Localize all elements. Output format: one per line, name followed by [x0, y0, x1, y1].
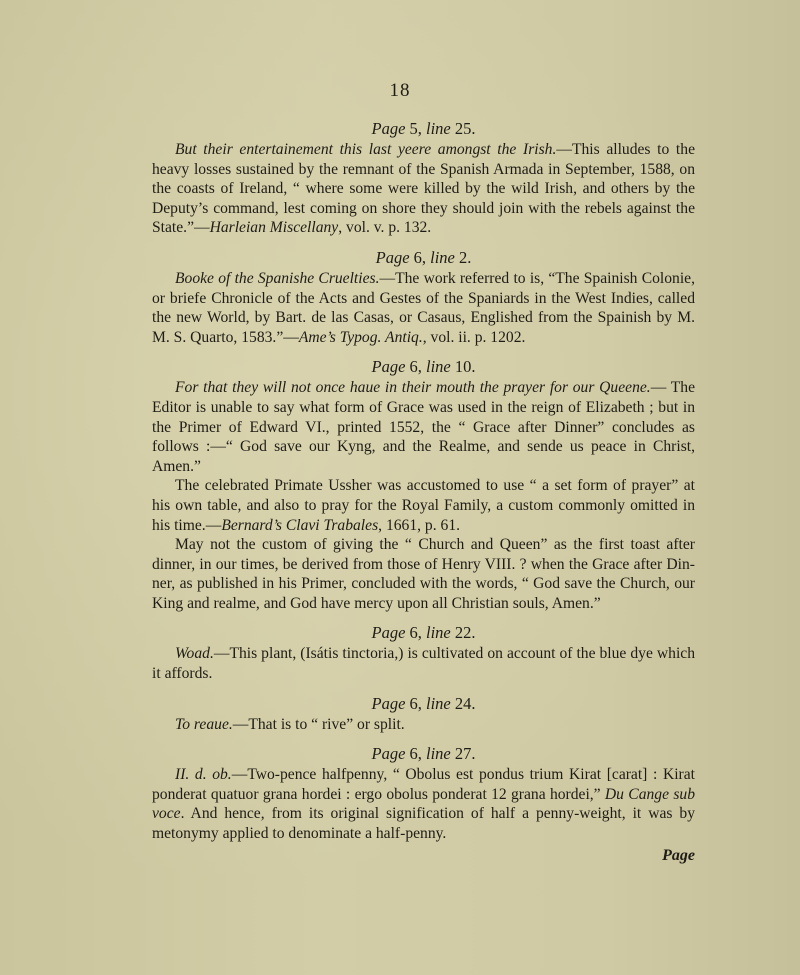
- heading-line-num: 24.: [454, 693, 476, 713]
- heading-page-label: Page: [371, 744, 406, 764]
- note-heading: Page 6, line 24.: [371, 693, 476, 713]
- lemma: To reaue.: [175, 715, 233, 733]
- note-heading: Page 6, line 22.: [371, 623, 476, 643]
- catchword: Page: [662, 846, 695, 864]
- heading-page-num: 6: [409, 357, 418, 377]
- note-page6-line10: [152, 356, 695, 613]
- note-text: —This plant, (Isátis tinctoria,) is cultivated on account of the blue dye which it affords.: [152, 645, 695, 683]
- heading-line-label: line: [426, 744, 451, 764]
- heading-page-label: Page: [371, 623, 406, 643]
- note-heading: Page 6, line 27.: [371, 744, 476, 764]
- notes-text-block: [152, 118, 695, 866]
- note-heading: Page 6, line 2.: [375, 247, 472, 267]
- heading-line-label: line: [426, 119, 451, 138]
- note-text: —Two-pence halfpenny, “ Obolus est pondus trium Kirat [carat] : Kirat ponderat quatuor grana hordei : ergo obolus ponderat 12 grana hordei,”: [152, 766, 695, 803]
- heading-line-label: line: [426, 623, 451, 643]
- note-paragraph: [152, 140, 695, 238]
- note-paragraph: [152, 378, 695, 476]
- lemma: For that they will not once haue in their mouth the prayer for our Queene.: [175, 379, 651, 397]
- heading-page-label: Page: [375, 247, 410, 267]
- note-text-continued: . And hence, from its original signification of half a penny-weight, it was by metonymy applied to denominate a half-penny.: [152, 805, 695, 843]
- note-paragraph: [152, 269, 695, 347]
- note-page6-line24: [152, 693, 695, 735]
- heading-line-num: 2.: [459, 247, 472, 267]
- heading-page-num: 6: [409, 623, 418, 643]
- note-page6-line27: [152, 743, 695, 843]
- note-text: — The Editor is unable to say what form of Grace was used in the reign of Elizabeth ; but in the Primer of Edward VI., printed 1552, the “ Grace after Dinner” concludes as follows :—“ God save our Kyng, and the Realme, and sende us peace in Christ, Amen.”: [152, 379, 695, 475]
- heading-line-num: 25.: [454, 119, 476, 138]
- source-citation: , vol. v. p. 132.: [338, 219, 432, 237]
- source-title: Bernard’s Clavi Trabales: [221, 516, 379, 534]
- note-text: —That is to “ rive” or split.: [232, 715, 405, 733]
- source-title: Ame’s Typog. Antiq.: [298, 328, 423, 346]
- source-title: Du Cange sub voce: [152, 785, 695, 823]
- note-text: May not the custom of giving the “ Church and Queen” as the first toast after dinner, in our times, be derived from those of Henry VIII. ? when the Grace after Dinner, as published in his Primer, concluded with the words, “ God save the Church, our King and realme, and God have mercy upon all Christian souls, Amen.”: [152, 536, 695, 612]
- lemma: But their entertainement this last yeere amongst the Irish.: [175, 141, 557, 158]
- note-heading: Page 6, line 10.: [371, 357, 476, 377]
- heading-page-label: Page: [371, 119, 406, 138]
- note-heading: Page 5, line 25.: [371, 119, 476, 138]
- heading-page-label: Page: [371, 693, 406, 713]
- note-text: The celebrated Primate Ussher was accustomed to use “ a set form of prayer” at his own table, and also to pray for the Royal Family, a custom commonly omitted in his time.—: [152, 477, 695, 534]
- note-page6-line22: [152, 622, 695, 683]
- heading-line-label: line: [430, 247, 455, 267]
- heading-page-num: 6: [409, 693, 418, 713]
- note-paragraph: [152, 715, 695, 735]
- page-number: 18: [389, 80, 411, 101]
- heading-line-label: line: [426, 357, 451, 377]
- source-citation: , 1661, p. 61.: [378, 516, 461, 534]
- heading-line-label: line: [426, 693, 451, 713]
- note-paragraph: [152, 765, 695, 843]
- note-text: —The work referred to is, “The Spainish Colonie, or briefe Chronicle of the Acts and Gestes of the Spaniards in the West Indies, called the new World, by Bart. de las Casas, or Casaus, Englished from the Spainish by M. M. S. Quarto, 1583.”—: [152, 269, 695, 346]
- note-paragraph: [152, 476, 695, 535]
- heading-line-num: 27.: [454, 744, 476, 764]
- heading-line-num: 22.: [454, 623, 476, 643]
- note-paragraph: [152, 644, 695, 683]
- heading-page-label: Page: [371, 357, 406, 377]
- note-page5-line25: [152, 118, 695, 238]
- note-paragraph: [152, 535, 695, 613]
- source-title: Harleian Miscellany: [209, 219, 339, 237]
- heading-page-num: 6: [409, 744, 418, 764]
- heading-line-num: 10.: [454, 357, 476, 377]
- lemma: Booke of the Spanishe Cruelties.: [175, 269, 380, 287]
- note-text: —This alludes to the heavy losses sustained by the remnant of the Spanish Armada in September, 1588, on the coasts of Ireland, “ where some were killed by the wild Irish, and others by the Deputy’s command, lest coming on shore they should join with the rebels against the State.”—: [152, 141, 695, 237]
- lemma: II. d. ob.: [175, 766, 232, 784]
- source-citation: , vol. ii. p. 1202.: [422, 328, 526, 346]
- heading-page-num: 6: [413, 247, 422, 267]
- note-page6-line2: [152, 247, 695, 347]
- lemma: Woad.: [175, 645, 214, 663]
- heading-page-num: 5: [409, 119, 418, 138]
